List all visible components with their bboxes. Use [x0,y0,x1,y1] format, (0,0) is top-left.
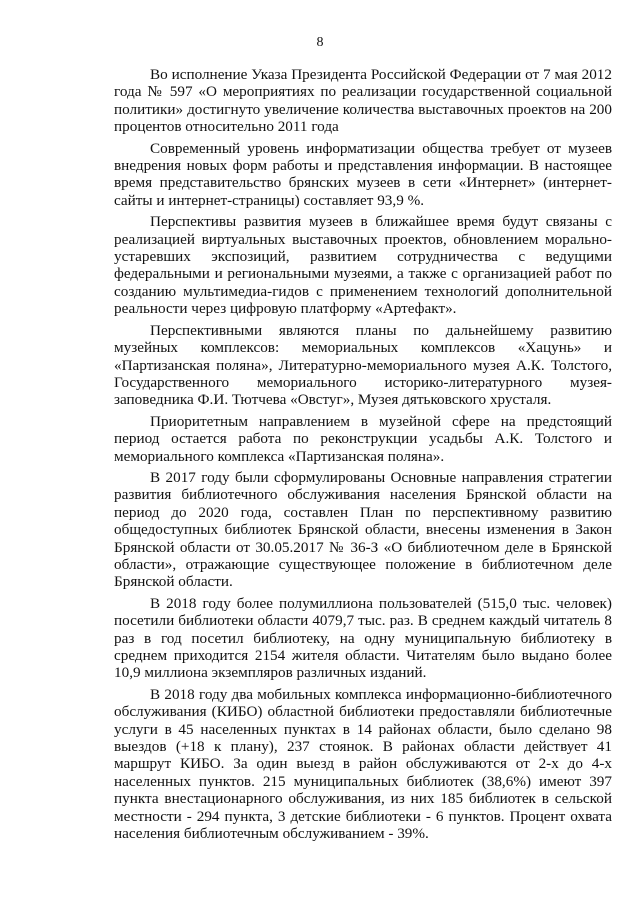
paragraph-7: В 2018 году более полумиллиона пользователей (515,0 тыс. человек) посетили библиотеки области 4079,7 тыс. раз. В среднем каждый читатель 8 раз в год посетил библиотеку, на одну муниципальную библиотеку в среднем приходится 2154 жителя области. Читателям было выдано более 10,9 миллиона экземпляров различных изданий. [114,594,612,682]
paragraph-1: Во исполнение Указа Президента Российской Федерации от 7 мая 2012 года № 597 «О мероприятиях по реализации государственной социальной политики» достигнуто увеличение количества выставочных проектов на 200 процентов относительно 2011 года [114,66,612,136]
document-body [114,66,612,846]
paragraph-8: В 2018 году два мобильных комплекса информационно-библиотечного обслуживания (КИБО) областной библиотеки предоставляли библиотечные услуги в 45 населенных пунктах в 14 районах области, было сделано 98 выездов (+18 к плану), 237 стоянок. В районах области действует 41 маршрут КИБО. За один выезд в район обслуживаются от 2-х до 4-х населенных пунктов. 215 муниципальных библиотек (38,6%) имеют 397 пункта внестационарного обслуживания, из них 185 библиотек в сельской местности - 294 пункта, 3 детские библиотеки - 6 пунктов. Процент охвата населения библиотечным обслуживанием - 39%. [114,685,612,843]
paragraph-4: Перспективными являются планы по дальнейшему развитию музейных комплексов: мемориальных комплексов «Хацунь» и «Партизанская поляна», Литературно-мемориального музея А.К. Толстого, Государственного мемориального историко-литературного музея-заповедника Ф.И. Тютчева «Овстуг», Музея дятьковского хрусталя. [114,321,612,409]
paragraph-5: Приоритетным направлением в музейной сфере на предстоящий период остается работа по реконструкции усадьбы А.К. Толстого и мемориального комплекса «Партизанская поляна». [114,412,612,465]
paragraph-6: В 2017 году были сформулированы Основные направления стратегии развития библиотечного обслуживания населения Брянской области на период до 2020 года, составлен План по перспективному развитию общедоступных библиотек Брянской области, внесены изменения в Закон Брянской области от 30.05.2017 № 36-З «О библиотечном деле в Брянской области», отражающие существующее положение в библиотечном деле Брянской области. [114,468,612,591]
paragraph-2: Современный уровень информатизации общества требует от музеев внедрения новых форм работы и представления информации. В настоящее время представительство брянских музеев в сети «Интернет» (интернет-сайты и интернет-страницы) составляет 93,9 %. [114,139,612,209]
paragraph-3: Перспективы развития музеев в ближайшее время будут связаны с реализацией виртуальных выставочных проектов, обновлением морально-устаревших экспозиций, развитием сотрудничества с ведущими федеральными и региональными музеями, а также с организацией работ по созданию мультимедиа-гидов с применением технологий дополнительной реальности через цифровую платформу «Артефакт». [114,213,612,318]
page-number: 8 [316,35,324,50]
